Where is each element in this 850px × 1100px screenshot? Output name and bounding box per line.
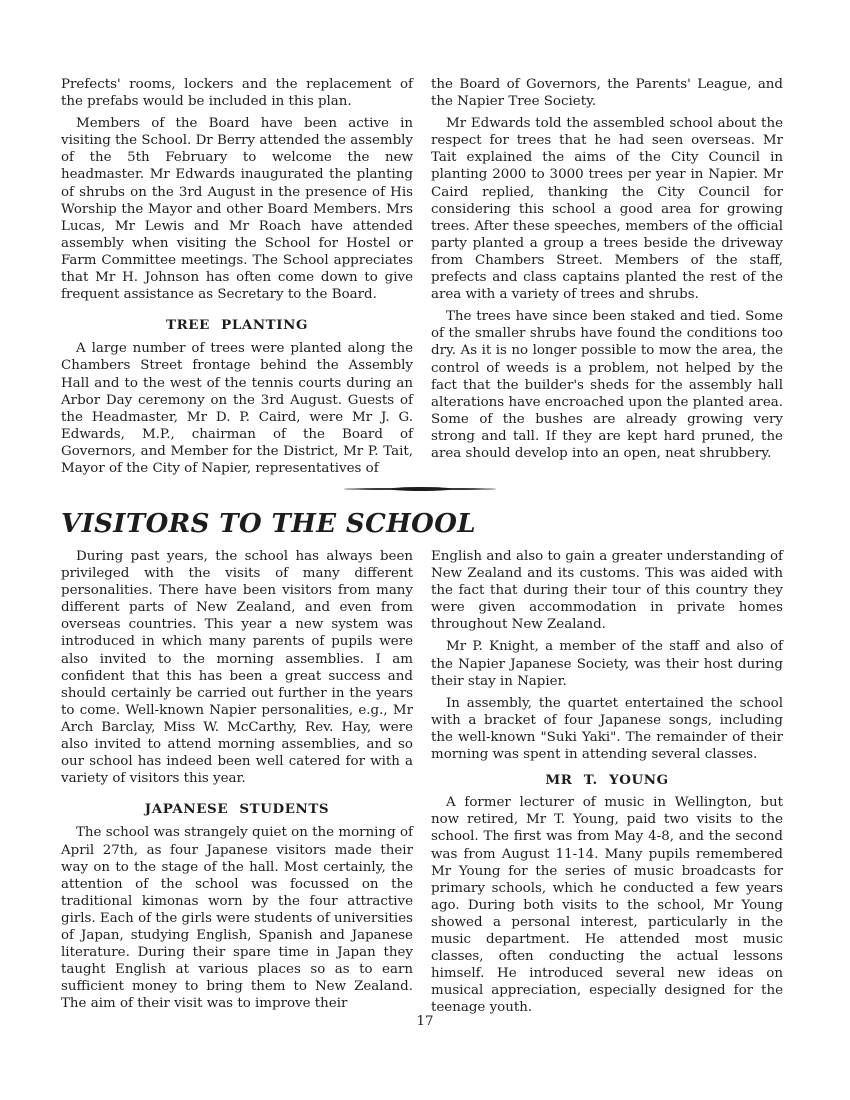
page-number: 17 bbox=[416, 1014, 434, 1029]
paragraph-prefects-rooms: Prefects' rooms, lockers and the replacement of the prefabs would be included in this plan. bbox=[61, 77, 413, 110]
paragraph-mr-knight: Mr P. Knight, a member of the staff and also of the Napier Japanese Society, was their host during their stay in Napier. bbox=[431, 639, 783, 689]
paragraph-mr-young: A former lecturer of music in Wellington, but now retired, Mr T. Young, paid two visits to the school. The first was from May 4-8, and the second was from August 11-14. Many pupils remembered Mr Young for the series of music broadcasts for primary schools, which he conducted a few years ago. During both visits to the school, Mr Young showed a personal interest, particularly in the music department. He attended most music classes, often conducting the actual lessons himself. He introduced several new ideas on musical appreciation, especially designed for the teenage youth. bbox=[431, 795, 783, 1016]
paragraph-trees-staked: The trees have since been staked and tied. Some of the smaller shrubs have found the conditions too dry. As it is no longer possible to mow the area, the control of weeds is a problem, not helped by the fact that the builder's sheds for the assembly hall alterations have encroached upon the planted area. Some of the bushes are already growing very strong and tall. If they are kept hard pruned, the area should develop into an open, neat shrubbery. bbox=[431, 309, 783, 461]
section-divider-center bbox=[390, 487, 452, 491]
mr-young-heading: MR T. YOUNG bbox=[545, 772, 669, 789]
visitors-column-right bbox=[431, 548, 783, 1016]
paragraph-board-governors: the Board of Governors, the Parents' League, and the Napier Tree Society. bbox=[431, 77, 783, 110]
top-column-right bbox=[431, 76, 783, 462]
paragraph-assembly-quartet: In assembly, the quartet entertained the school with a bracket of four Japanese songs, including the well-known "Suki Yaki". The remainder of their morning was spent in attending several classes. bbox=[431, 695, 783, 763]
visitors-column-left bbox=[61, 548, 413, 1012]
paragraph-english-customs: English and also to gain a greater understanding of New Zealand and its customs. This was aided with the fact that during their tour of this country they were given accommodation in private homes throughout New Zealand. bbox=[431, 549, 783, 633]
paragraph-visitors-intro: During past years, the school has always been privileged with the visits of many different personalities. There have been visitors from many different parts of New Zealand, and even from overseas countries. This year a new system was introduced in which many parents of pupils were also invited to the morning assemblies. I am confident that this has been a great success and should certainly be carried out further in the years to come. Well-known Napier personalities, e.g., Mr Arch Barclay, Miss W. McCarthy, Rev. Hay, were also invited to attend morning assemblies, and so our school has indeed been well catered for with a variety of visitors this year. bbox=[61, 549, 413, 787]
tree-planting-heading: TREE PLANTING bbox=[166, 317, 308, 334]
section-title: VISITORS TO THE SCHOOL bbox=[61, 509, 476, 539]
paragraph-mr-edwards: Mr Edwards told the assembled school about the respect for trees that he had seen overseas. Mr Tait explained the aims of the City Council in planting 2000 to 3000 trees per year in Napier. Mr Caird replied, thanking the City Council for considering this school a good area for growing trees. After these speeches, members of the official party planted a group a trees beside the driveway from Chambers Street. Members of the staff, prefects and class captains planted the rest of the area with a variety of trees and shrubs. bbox=[431, 116, 783, 303]
japanese-students-heading: JAPANESE STUDENTS bbox=[144, 801, 330, 818]
paragraph-board-members: Members of the Board have been active in visiting the School. Dr Berry attended the assembly of the 5th February to welcome the new headmaster. Mr Edwards inaugurated the planting of shrubs on the 3rd August in the presence of His Worship the Mayor and other Board Members. Mrs Lucas, Mr Lewis and Mr Roach have attended assembly when visiting the School for Hostel or Farm Committee meetings. The School appreciates that Mr H. Johnson has often come down to give frequent assistance as Secretary to the Board. bbox=[61, 116, 413, 303]
top-column-left bbox=[61, 76, 413, 477]
paragraph-tree-planting: A large number of trees were planted along the Chambers Street frontage behind the Assembly Hall and to the west of the tennis courts during an Arbor Day ceremony on the 3rd August. Guests of the Headmaster, Mr D. P. Caird, were Mr J. G. Edwards, M.P., chairman of the Board of Governors, and Member for the District, Mr P. Tait, Mayor of the City of Napier, representatives of bbox=[61, 341, 413, 476]
paragraph-japanese-students: The school was strangely quiet on the morning of April 27th, as four Japanese visitors made their way on to the stage of the hall. Most certainly, the attention of the school was focussed on the traditional kimonas worn by the four attractive girls. Each of the girls were students of universities of Japan, studying English, Spanish and Japanese literature. During their spare time in Japan they taught English at various places so as to earn sufficient money to bring them to New Zealand. The aim of their visit was to improve their bbox=[61, 825, 413, 1012]
